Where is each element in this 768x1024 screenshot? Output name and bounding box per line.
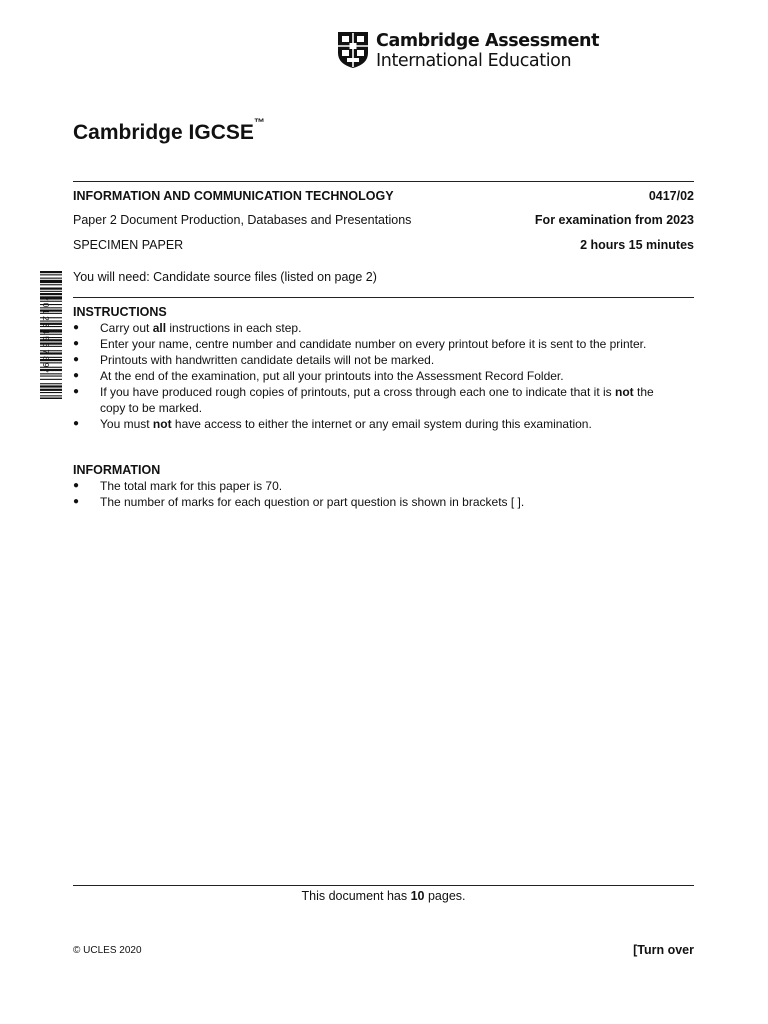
- paper-type: SPECIMEN PAPER: [73, 238, 184, 252]
- copyright: © UCLES 2020: [73, 945, 142, 956]
- instruction-item: ● If you have produced rough copies of printouts, put a cross through each one to indicate that it is not the copy to be marked.: [73, 385, 654, 415]
- page-title: [73, 117, 265, 145]
- information-heading: INFORMATION: [73, 463, 161, 477]
- page-count-note: This document has 10 pages.: [301, 889, 466, 903]
- turn-over: [Turn over: [633, 943, 694, 957]
- information-item: ● The number of marks for each question or part question is shown in brackets [ ].: [73, 495, 525, 509]
- instructions-list: [73, 320, 703, 432]
- instruction-item: ● You must not have access to either the internet or any email system during this examination.: [73, 417, 592, 431]
- exam-from: For examination from 2023: [534, 213, 694, 227]
- instruction-item: ● At the end of the examination, put all your printouts into the Assessment Record Folder.: [73, 369, 564, 383]
- information-item: ● The total mark for this paper is 70.: [73, 479, 283, 493]
- cambridge-logo: [337, 31, 600, 71]
- you-need-text: You will need: Candidate source files (listed on page 2): [73, 270, 377, 284]
- logo-line-1: Cambridge Assessment: [376, 31, 600, 51]
- divider-middle: [73, 297, 694, 298]
- paper-title: Paper 2 Document Production, Databases and Presentations: [73, 213, 412, 227]
- divider-bottom: [73, 885, 694, 886]
- barcode: [28, 271, 62, 399]
- logo-line-2: International Education: [376, 51, 572, 71]
- page-count: 10: [410, 889, 425, 903]
- syllabus-code: 0417/02: [648, 189, 694, 203]
- divider-top: [73, 181, 694, 182]
- title-text: Cambridge IGCSE: [73, 121, 254, 144]
- instructions-section: [73, 304, 703, 432]
- instruction-item: ● Printouts with handwritten candidate details will not be marked.: [73, 353, 435, 367]
- barcode-text: * 0 1 2 3 4 5 6 7 8 9 *: [41, 297, 50, 373]
- subject-name: INFORMATION AND COMMUNICATION TECHNOLOGY: [73, 189, 394, 203]
- duration: 2 hours 15 minutes: [580, 238, 694, 252]
- information-list: [73, 478, 703, 510]
- instructions-heading: INSTRUCTIONS: [73, 305, 167, 319]
- trademark-symbol: ™: [253, 117, 265, 129]
- information-section: [73, 462, 703, 510]
- instruction-item: ● Enter your name, centre number and candidate number on every printout before it is sent to the printer.: [73, 337, 647, 351]
- instruction-item: ● Carry out all instructions in each step.: [73, 321, 302, 335]
- crest-icon: [337, 31, 369, 69]
